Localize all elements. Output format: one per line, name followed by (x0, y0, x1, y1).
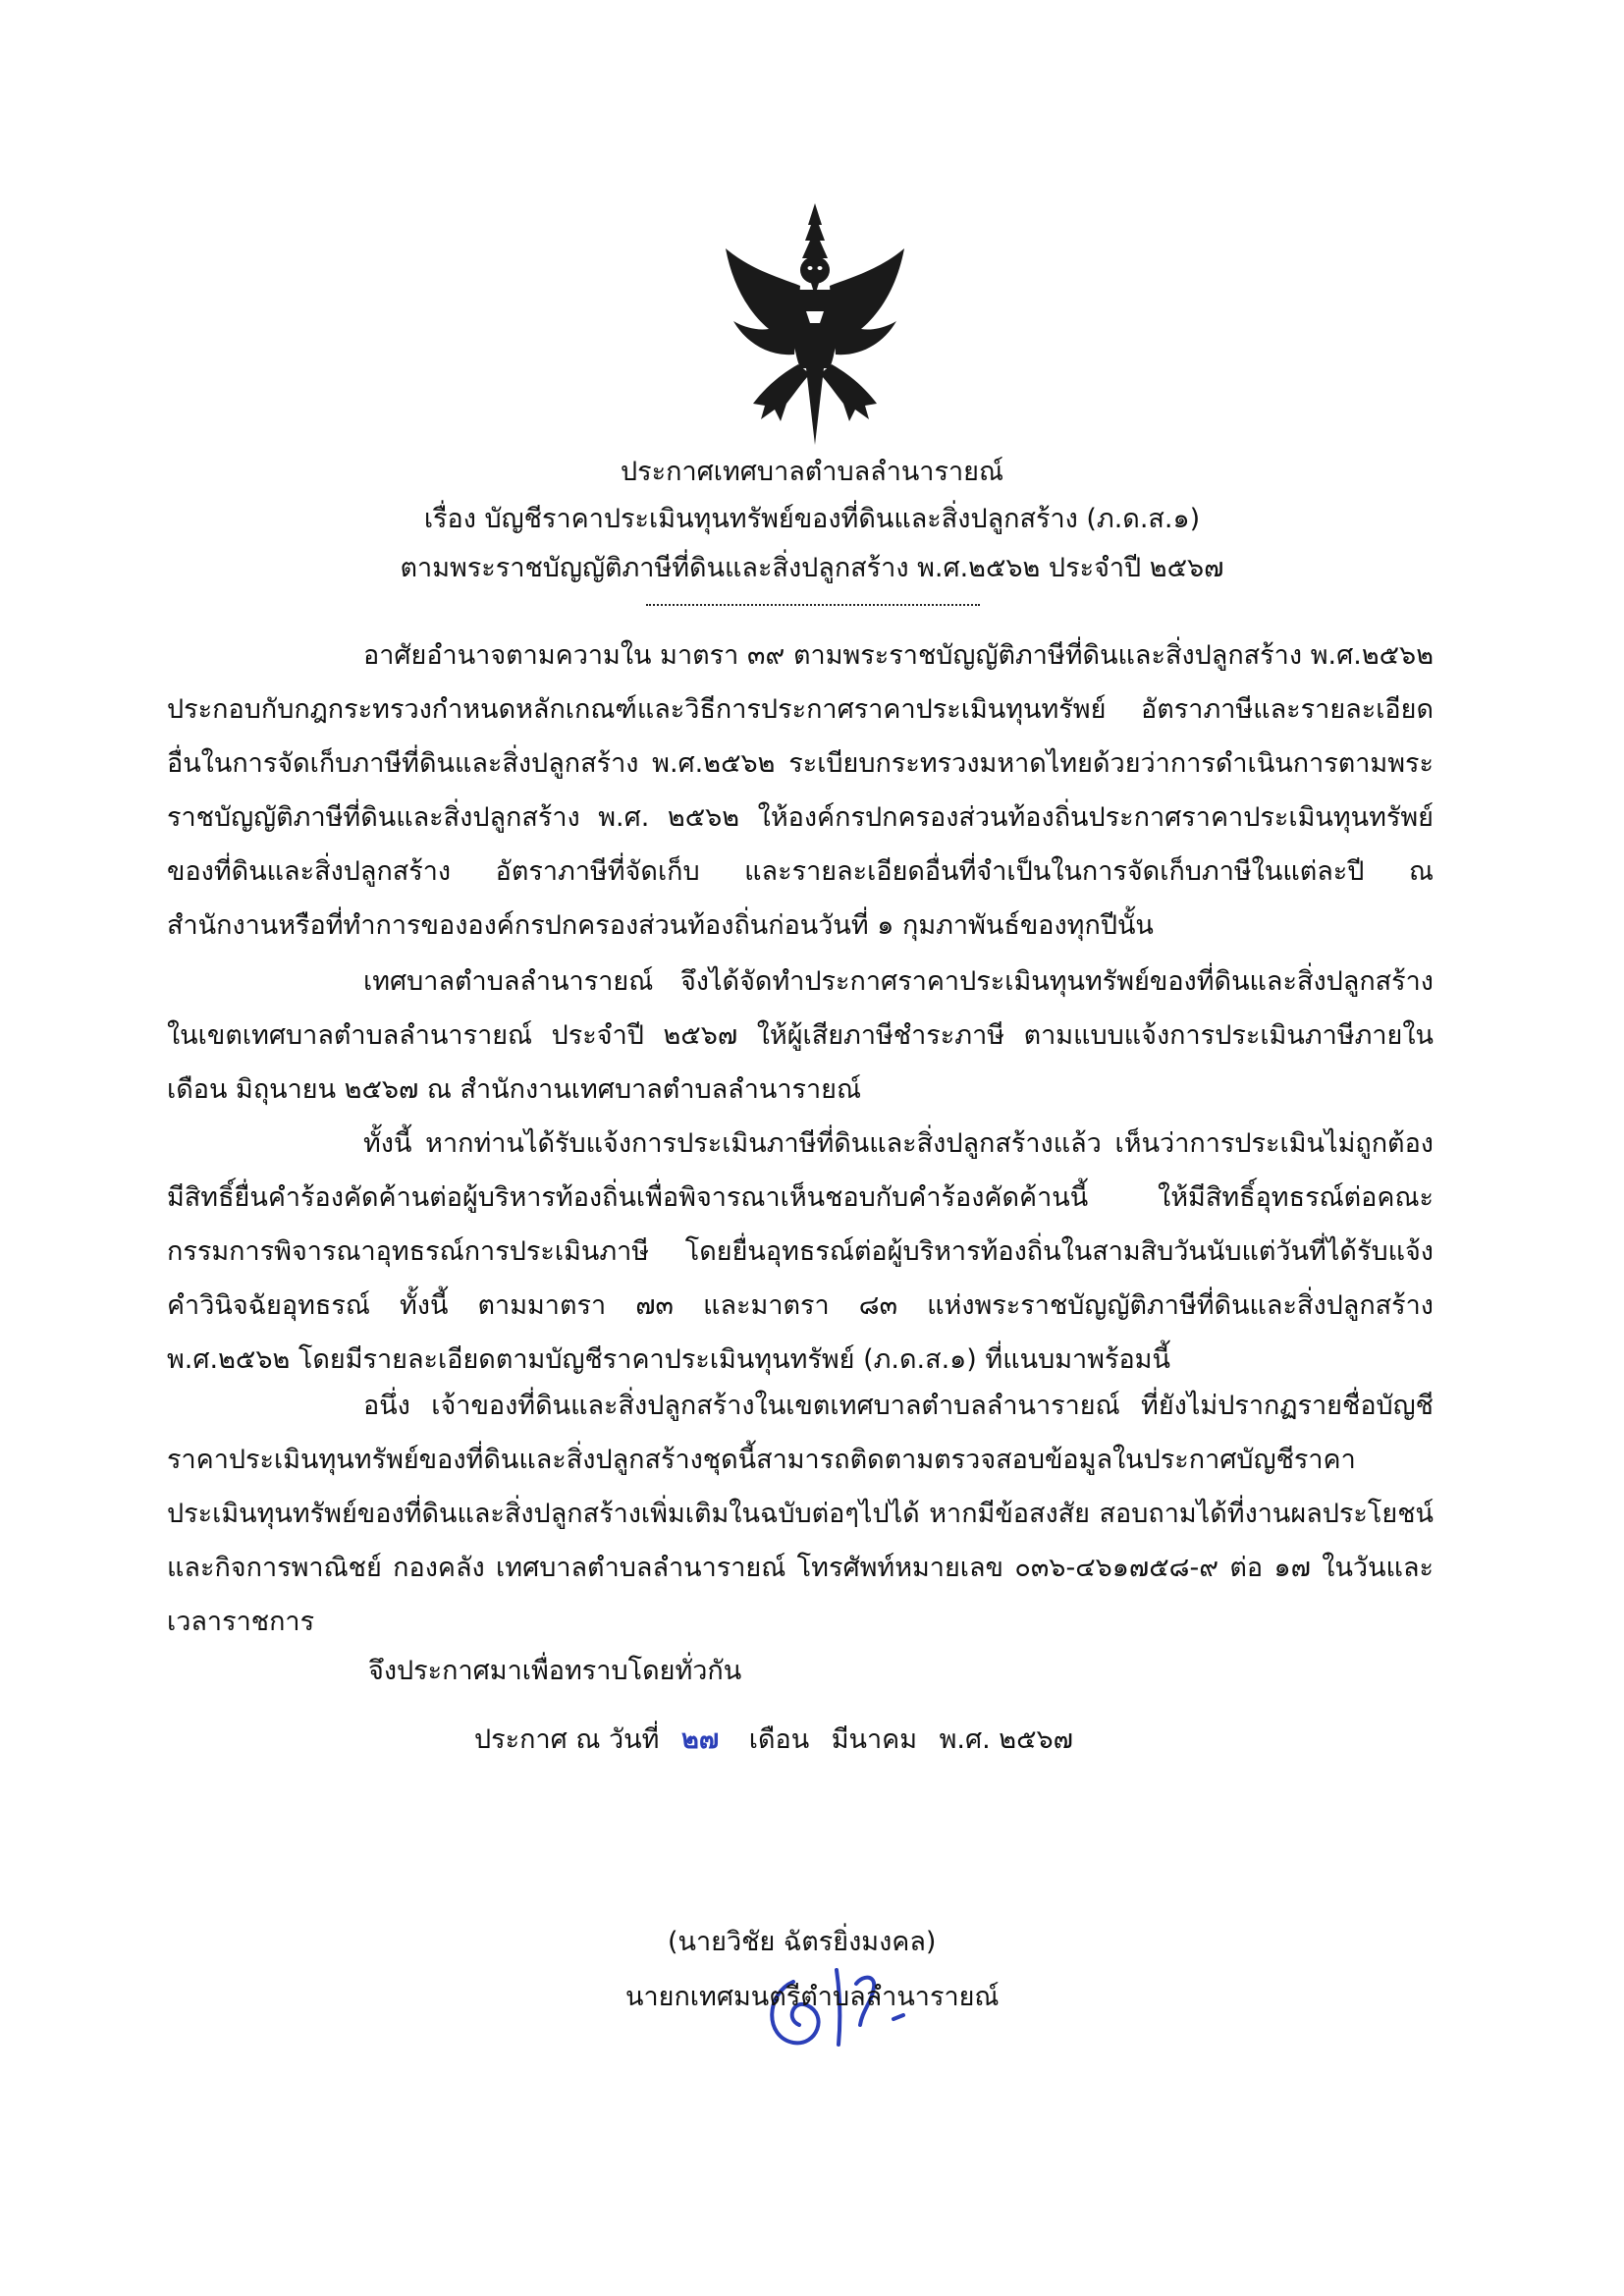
garuda-emblem-icon (712, 201, 918, 447)
date-day-handwritten: ๒๗ (681, 1724, 720, 1755)
separator-line (646, 604, 980, 606)
paragraph-appeal (167, 1117, 1434, 1387)
closing-statement: จึงประกาศมาเพื่อทราบโดยทั่วกัน (368, 1656, 742, 1686)
signer-position: นายกเทศมนตรีตำบลลำนารายณ์ (625, 1982, 1000, 2012)
date-prefix: ประกาศ ณ วันที่ (474, 1724, 660, 1755)
date-month: มีนาคม (831, 1724, 918, 1755)
paragraph-contact-text: อนึ่ง เจ้าของที่ดินและสิ่งปลูกสร้างในเขตเทศบาลตำบลลำนารายณ์ ที่ยังไม่ปรากฏรายชื่อบัญชีราคาประเมินทุนทรัพย์ของที่ดินและสิ่งปลูกสร้างชุดนี้สามารถติดตามตรวจสอบข้อมูลในประกาศบัญชีราคาประเมินทุนทรัพย์ของที่ดินและสิ่งปลูกสร้างเพิ่มเติมในฉบับต่อๆไปได้ หากมีข้อสงสัย สอบถามได้ที่งานผลประโยชน์และกิจการพาณิชย์ กองคลัง เทศบาลตำบลลำนารายณ์ โทรศัพท์หมายเลข ๐๓๖-๔๖๑๗๕๘-๙ ต่อ ๑๗ ในวันและเวลาราชการ (167, 1391, 1434, 1637)
announcement-law-reference: ตามพระราชบัญญัติภาษีที่ดินและสิ่งปลูกสร้าง พ.ศ.๒๕๖๒ ประจำปี ๒๕๖๗ (400, 553, 1224, 583)
announcement-date (474, 1721, 1073, 1760)
paragraph-assessment (167, 955, 1434, 1117)
date-month-label: เดือน (748, 1724, 810, 1755)
paragraph-appeal-text: ทั้งนี้ หากท่านได้รับแจ้งการประเมินภาษีที่ดินและสิ่งปลูกสร้างแล้ว เห็นว่าการประเมินไม่ถูกต้อง มีสิทธิ์ยื่นคำร้องคัดค้านต่อผู้บริหารท้องถิ่นเพื่อพิจารณาเห็นชอบกับคำร้องคัดค้านนี้ ให้มีสิทธิ์อุทธรณ์ต่อคณะกรรมการพิจารณาอุทธรณ์การประเมินภาษี โดยยื่นอุทธรณ์ต่อผู้บริหารท้องถิ่นในสามสิบวันนับแต่วันที่ได้รับแจ้งคำวินิจฉัยอุทธรณ์ ทั้งนี้ ตามมาตรา ๗๓ และมาตรา ๘๓ แห่งพระราชบัญญัติภาษีที่ดินและสิ่งปลูกสร้าง พ.ศ.๒๕๖๒ โดยมีรายละเอียดตามบัญชีราคาประเมินทุนทรัพย์ (ภ.ด.ส.๑) ที่แนบมาพร้อมนี้ (167, 1128, 1434, 1375)
announcement-title: ประกาศเทศบาลตำบลลำนารายณ์ (620, 457, 1004, 487)
paragraph-authority (167, 629, 1434, 953)
paragraph-contact (167, 1379, 1434, 1649)
date-year: พ.ศ. ๒๕๖๗ (939, 1724, 1073, 1755)
paragraph-assessment-text: เทศบาลตำบลลำนารายณ์ จึงได้จัดทำประกาศราคาประเมินทุนทรัพย์ของที่ดินและสิ่งปลูกสร้างในเขตเทศบาลตำบลลำนารายณ์ ประจำปี ๒๕๖๗ ให้ผู้เสียภาษีชำระภาษี ตามแบบแจ้งการประเมินภาษีภายในเดือน มิถุนายน ๒๕๖๗ ณ สำนักงานเทศบาลตำบลลำนารายณ์ (167, 966, 1434, 1105)
announcement-subject: เรื่อง บัญชีราคาประเมินทุนทรัพย์ของที่ดินและสิ่งปลูกสร้าง (ภ.ด.ส.๑) (423, 504, 1201, 534)
signer-name: (นายวิชัย ฉัตรยิ่งมงคล) (668, 1927, 937, 1957)
paragraph-authority-text: อาศัยอำนาจตามความใน มาตรา ๓๙ ตามพระราชบัญญัติภาษีที่ดินและสิ่งปลูกสร้าง พ.ศ.๒๕๖๒ ประกอบกับกฎกระทรวงกำหนดหลักเกณฑ์และวิธีการประกาศราคาประเมินทุนทรัพย์ อัตราภาษีและรายละเอียดอื่นในการจัดเก็บภาษีที่ดินและสิ่งปลูกสร้าง พ.ศ.๒๕๖๒ ระเบียบกระทรวงมหาดไทยด้วยว่าการดำเนินการตามพระราชบัญญัติภาษีที่ดินและสิ่งปลูกสร้าง พ.ศ. ๒๕๖๒ ให้องค์กรปกครองส่วนท้องถิ่นประกาศราคาประเมินทุนทรัพย์ของที่ดินและสิ่งปลูกสร้าง อัตราภาษีที่จัดเก็บ และรายละเอียดอื่นที่จำเป็นในการจัดเก็บภาษีในแต่ละปี ณ สำนักงานหรือที่ทำการขององค์กรปกครองส่วนท้องถิ่นก่อนวันที่ ๑ กุมภาพันธ์ของทุกปีนั้น (167, 640, 1434, 941)
